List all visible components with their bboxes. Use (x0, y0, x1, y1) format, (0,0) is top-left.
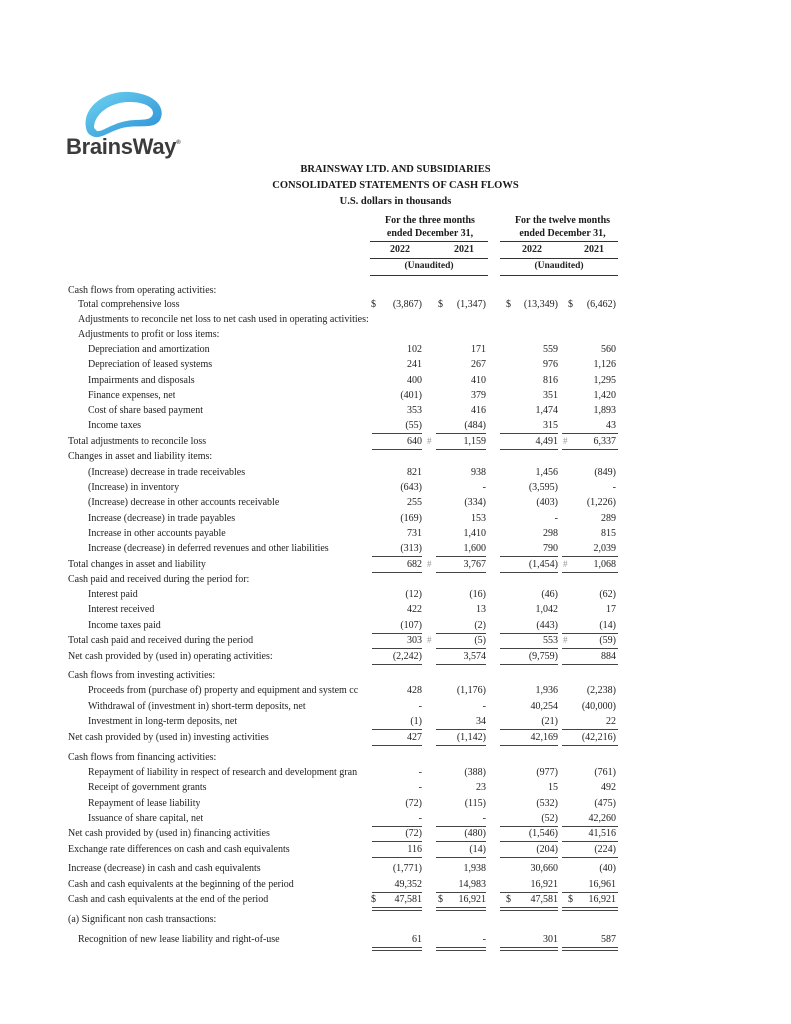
row-value: 289 (601, 513, 616, 524)
total-rule (372, 892, 422, 893)
row-label: Proceeds from (purchase of) property and equipment and system cc (88, 685, 359, 696)
row-value: 884 (601, 651, 616, 662)
row-value: (46) (541, 589, 558, 600)
row-label: Net cash provided by (used in) investing activities (68, 732, 269, 743)
row-value: 41,516 (588, 828, 616, 839)
row-label: Total comprehensive loss (78, 299, 180, 310)
row-label: Increase (decrease) in deferred revenues and other liabilities (88, 543, 329, 554)
table-row (0, 359, 791, 374)
row-value: 1,936 (535, 685, 558, 696)
row-value: (480) (464, 828, 486, 839)
row-value: 1,420 (593, 390, 616, 401)
row-value: 42,260 (588, 813, 616, 824)
row-value: - (418, 782, 422, 793)
row-value: 116 (407, 844, 422, 855)
row-value: 23 (476, 782, 486, 793)
row-label: Cash and cash equivalents at the beginning of the period (68, 879, 294, 890)
table-row (0, 497, 791, 512)
total-rule (500, 841, 558, 842)
total-rule (500, 947, 558, 951)
row-label: Net cash provided by (used in) financing activities (68, 828, 270, 839)
row-label: (Increase) decrease in trade receivables (88, 467, 246, 478)
row-value: 16,921 (588, 894, 616, 905)
row-value: 16,921 (458, 894, 486, 905)
row-label: (a) Significant non cash transactions: (68, 914, 217, 925)
row-value: (59) (599, 635, 616, 646)
units-caption: U.S. dollars in thousands (339, 196, 452, 207)
total-rule (500, 556, 558, 557)
total-rule (436, 633, 486, 634)
total-rule (436, 729, 486, 730)
total-rule (500, 433, 558, 434)
total-rule (436, 947, 486, 951)
total-rule (562, 907, 618, 911)
total-rule (562, 729, 618, 730)
subtotal-marker: # (563, 635, 568, 645)
total-rule (500, 892, 558, 893)
row-value: 560 (601, 344, 616, 355)
row-value: (403) (536, 497, 558, 508)
total-rule (562, 841, 618, 842)
row-value: (5) (474, 635, 486, 646)
row-value: 40,254 (530, 701, 558, 712)
year-header: 2021 (454, 244, 474, 255)
total-rule (372, 841, 422, 842)
table-row (0, 767, 791, 782)
total-rule (436, 556, 486, 557)
row-value: 1,126 (593, 359, 616, 370)
col-group-three-months: For the three months ended December 31, (385, 215, 475, 239)
row-value: 428 (407, 685, 422, 696)
currency-symbol: $ (371, 894, 376, 905)
row-value: 1,456 (535, 467, 558, 478)
row-label: Total adjustments to reconcile loss (68, 436, 207, 447)
total-rule (436, 857, 486, 858)
row-value: 2,039 (593, 543, 616, 554)
row-label: Adjustments to reconcile net loss to net cash used in operating activities: (78, 314, 369, 325)
row-value: (532) (536, 798, 558, 809)
row-label: Repayment of lease liability (88, 798, 201, 809)
total-rule (562, 664, 618, 665)
total-rule (436, 907, 486, 911)
total-rule (436, 664, 486, 665)
table-row (0, 798, 791, 813)
brand-name: BrainsWay® (66, 134, 181, 159)
row-value: (13,349) (523, 299, 558, 310)
row-value: 416 (471, 405, 486, 416)
row-value: 301 (543, 934, 558, 945)
row-value: (388) (464, 767, 486, 778)
row-label: Increase (decrease) in trade payables (88, 513, 236, 524)
total-rule (372, 664, 422, 665)
row-label: Recognition of new lease liability and right-of-use (78, 934, 280, 945)
row-value: (115) (464, 798, 486, 809)
year-header: 2021 (584, 244, 604, 255)
row-label: Changes in asset and liability items: (68, 451, 213, 462)
row-value: (313) (400, 543, 422, 554)
row-value: 6,337 (593, 436, 616, 447)
row-label: Depreciation of leased systems (88, 359, 213, 370)
row-value: 351 (543, 390, 558, 401)
row-label: Issuance of share capital, net (88, 813, 204, 824)
year-header: 2022 (390, 244, 410, 255)
table-row (0, 914, 791, 929)
row-label: Total cash paid and received during the period (68, 635, 254, 646)
row-value: 400 (407, 375, 422, 386)
row-value: 17 (606, 604, 616, 615)
row-value: (55) (405, 420, 422, 431)
total-rule (372, 572, 422, 573)
total-rule (436, 745, 486, 746)
table-row (0, 863, 791, 878)
row-label: Exchange rate differences on cash and cash equivalents (68, 844, 290, 855)
row-value: - (482, 701, 486, 712)
total-rule (436, 572, 486, 573)
table-row (0, 405, 791, 420)
currency-symbol: $ (371, 299, 376, 310)
statement-title: CONSOLIDATED STATEMENTS OF CASH FLOWS (272, 180, 519, 191)
row-value: 1,295 (593, 375, 616, 386)
row-value: (1,142) (456, 732, 486, 743)
total-rule (562, 572, 618, 573)
total-rule (372, 947, 422, 951)
row-value: (52) (541, 813, 558, 824)
row-value: 816 (543, 375, 558, 386)
table-row (0, 685, 791, 700)
row-value: (169) (400, 513, 422, 524)
row-value: (72) (405, 798, 422, 809)
total-rule (562, 826, 618, 827)
row-label: Withdrawal of (investment in) short-term deposits, net (88, 701, 306, 712)
row-value: 492 (601, 782, 616, 793)
row-value: 43 (606, 420, 616, 431)
table-row (0, 344, 791, 359)
row-value: 3,574 (463, 651, 486, 662)
row-value: - (418, 767, 422, 778)
row-value: 34 (476, 716, 486, 727)
row-value: 102 (407, 344, 422, 355)
row-value: 22 (606, 716, 616, 727)
total-rule (500, 826, 558, 827)
total-rule (562, 947, 618, 951)
total-rule (500, 648, 558, 649)
total-rule (372, 729, 422, 730)
row-value: (484) (464, 420, 486, 431)
subtotal-marker: # (563, 436, 568, 446)
row-value: 267 (471, 359, 486, 370)
currency-symbol: $ (438, 894, 443, 905)
row-value: 976 (543, 359, 558, 370)
subtotal-marker: # (427, 436, 432, 446)
total-rule (562, 857, 618, 858)
table-row (0, 285, 791, 300)
row-value: (2,238) (586, 685, 616, 696)
table-row (0, 467, 791, 482)
total-rule (500, 633, 558, 634)
table-row (0, 390, 791, 405)
row-value: 1,410 (463, 528, 486, 539)
row-value: (401) (400, 390, 422, 401)
row-value: 553 (543, 635, 558, 646)
row-value: 47,581 (394, 894, 422, 905)
total-rule (562, 892, 618, 893)
row-value: 938 (471, 467, 486, 478)
row-value: (1,176) (456, 685, 486, 696)
row-value: 13 (476, 604, 486, 615)
total-rule (436, 449, 486, 450)
row-value: (224) (594, 844, 616, 855)
row-label: Income taxes paid (88, 620, 161, 631)
row-value: 821 (407, 467, 422, 478)
row-value: 16,921 (530, 879, 558, 890)
table-row (0, 528, 791, 543)
row-label: Finance expenses, net (88, 390, 176, 401)
row-value: (1) (410, 716, 422, 727)
table-row (0, 574, 791, 589)
table-row (0, 314, 791, 329)
total-rule (372, 907, 422, 911)
table-row (0, 482, 791, 497)
row-value: 49,352 (394, 879, 422, 890)
table-row (0, 701, 791, 716)
row-value: 15 (548, 782, 558, 793)
row-value: (443) (536, 620, 558, 631)
row-value: 587 (601, 934, 616, 945)
subtotal-marker: # (427, 635, 432, 645)
currency-symbol: $ (506, 894, 511, 905)
row-value: (9,759) (528, 651, 558, 662)
row-value: (849) (594, 467, 616, 478)
row-value: 315 (543, 420, 558, 431)
total-rule (436, 841, 486, 842)
row-label: Increase in other accounts payable (88, 528, 226, 539)
total-rule (562, 556, 618, 557)
total-rule (436, 892, 486, 893)
row-value: 1,938 (463, 863, 486, 874)
row-label: Repayment of liability in respect of research and development gran (88, 767, 358, 778)
table-row (0, 329, 791, 344)
row-value: (1,347) (456, 299, 486, 310)
total-rule (372, 826, 422, 827)
row-label: Income taxes (88, 420, 142, 431)
row-label: Total changes in asset and liability (68, 559, 206, 570)
total-rule (500, 449, 558, 450)
table-row (0, 589, 791, 604)
subtotal-marker: # (563, 559, 568, 569)
row-value: (21) (541, 716, 558, 727)
table-row (0, 375, 791, 390)
row-value: (1,771) (392, 863, 422, 874)
row-value: - (612, 482, 616, 493)
total-rule (562, 433, 618, 434)
table-row (0, 604, 791, 619)
total-rule (562, 648, 618, 649)
total-rule (500, 664, 558, 665)
row-value: (475) (594, 798, 616, 809)
row-label: Impairments and disposals (88, 375, 195, 386)
row-value: 30,660 (530, 863, 558, 874)
unaudited-label: (Unaudited) (534, 261, 584, 271)
row-value: 1,474 (535, 405, 558, 416)
row-value: 61 (412, 934, 422, 945)
total-rule (436, 826, 486, 827)
row-value: (1,546) (528, 828, 558, 839)
table-row (0, 513, 791, 528)
row-label: (Increase) decrease in other accounts receivable (88, 497, 280, 508)
row-value: 303 (407, 635, 422, 646)
total-rule (372, 433, 422, 434)
row-label: Investment in long-term deposits, net (88, 716, 238, 727)
row-value: - (418, 813, 422, 824)
row-value: 153 (471, 513, 486, 524)
row-value: 1,893 (593, 405, 616, 416)
col-group-twelve-months: For the twelve months ended December 31, (514, 215, 611, 239)
row-value: 731 (407, 528, 422, 539)
row-value: 255 (407, 497, 422, 508)
row-value: (204) (536, 844, 558, 855)
currency-symbol: $ (506, 299, 511, 310)
row-value: 410 (471, 375, 486, 386)
row-label: Depreciation and amortization (88, 344, 210, 355)
total-rule (500, 729, 558, 730)
row-label: Interest received (88, 604, 155, 615)
total-rule (436, 648, 486, 649)
unaudited-label: (Unaudited) (404, 261, 454, 271)
table-row (0, 299, 791, 314)
total-rule (372, 857, 422, 858)
total-rule (372, 745, 422, 746)
row-label: Increase (decrease) in cash and cash equivalents (68, 863, 261, 874)
row-label: Interest paid (88, 589, 138, 600)
row-value: - (554, 513, 558, 524)
row-value: (2,242) (392, 651, 422, 662)
row-value: 1,042 (535, 604, 558, 615)
row-label: Cash flows from operating activities: (68, 285, 217, 296)
row-label: Cost of share based payment (88, 405, 203, 416)
row-value: (334) (464, 497, 486, 508)
row-value: (40) (599, 863, 616, 874)
row-value: (12) (405, 589, 422, 600)
row-label: Cash flows from investing activities: (68, 670, 216, 681)
row-value: 171 (471, 344, 486, 355)
total-rule (372, 648, 422, 649)
row-value: 427 (407, 732, 422, 743)
row-value: (761) (594, 767, 616, 778)
table-row (0, 670, 791, 685)
row-value: (2) (474, 620, 486, 631)
row-value: 682 (407, 559, 422, 570)
row-value: 353 (407, 405, 422, 416)
total-rule (436, 433, 486, 434)
row-value: 14,983 (458, 879, 486, 890)
row-label: Cash paid and received during the period for: (68, 574, 250, 585)
row-value: 379 (471, 390, 486, 401)
row-value: - (482, 934, 486, 945)
table-row (0, 451, 791, 466)
currency-symbol: $ (568, 894, 573, 905)
row-value: 1,600 (463, 543, 486, 554)
row-value: - (482, 813, 486, 824)
row-value: 640 (407, 436, 422, 447)
row-label: Cash and cash equivalents at the end of the period (68, 894, 269, 905)
row-value: 559 (543, 344, 558, 355)
row-value: - (418, 701, 422, 712)
row-value: 815 (601, 528, 616, 539)
row-value: (14) (599, 620, 616, 631)
currency-symbol: $ (568, 299, 573, 310)
row-value: 241 (407, 359, 422, 370)
row-value: (1,454) (528, 559, 558, 570)
row-label: Receipt of government grants (88, 782, 207, 793)
row-value: (3,595) (528, 482, 558, 493)
year-header: 2022 (522, 244, 542, 255)
row-value: (107) (400, 620, 422, 631)
row-value: (40,000) (581, 701, 616, 712)
table-row (0, 782, 791, 797)
row-label: Cash flows from financing activities: (68, 752, 217, 763)
row-label: (Increase) in inventory (88, 482, 180, 493)
row-value: (14) (469, 844, 486, 855)
row-value: - (482, 482, 486, 493)
row-value: 422 (407, 604, 422, 615)
row-value: 16,961 (588, 879, 616, 890)
total-rule (562, 449, 618, 450)
total-rule (500, 572, 558, 573)
row-value: 4,491 (535, 436, 558, 447)
row-value: 1,159 (463, 436, 486, 447)
row-value: (16) (469, 589, 486, 600)
total-rule (372, 633, 422, 634)
row-value: (42,216) (581, 732, 616, 743)
row-value: 47,581 (530, 894, 558, 905)
row-value: (62) (599, 589, 616, 600)
row-value: 3,767 (463, 559, 486, 570)
row-label: Net cash provided by (used in) operating activities: (68, 651, 273, 662)
total-rule (562, 633, 618, 634)
total-rule (562, 745, 618, 746)
row-value: (977) (536, 767, 558, 778)
row-value: 790 (543, 543, 558, 554)
row-value: (72) (405, 828, 422, 839)
total-rule (372, 556, 422, 557)
company-title: BRAINSWAY LTD. AND SUBSIDIARIES (300, 164, 491, 175)
table-row (0, 752, 791, 767)
row-value: 298 (543, 528, 558, 539)
subtotal-marker: # (427, 559, 432, 569)
total-rule (500, 745, 558, 746)
currency-symbol: $ (438, 299, 443, 310)
row-value: (3,867) (392, 299, 422, 310)
total-rule (500, 857, 558, 858)
row-value: (643) (400, 482, 422, 493)
total-rule (500, 907, 558, 911)
row-value: 1,068 (593, 559, 616, 570)
row-value: 42,169 (530, 732, 558, 743)
total-rule (372, 449, 422, 450)
row-value: (6,462) (586, 299, 616, 310)
row-label: Adjustments to profit or loss items: (78, 329, 220, 340)
row-value: (1,226) (586, 497, 616, 508)
